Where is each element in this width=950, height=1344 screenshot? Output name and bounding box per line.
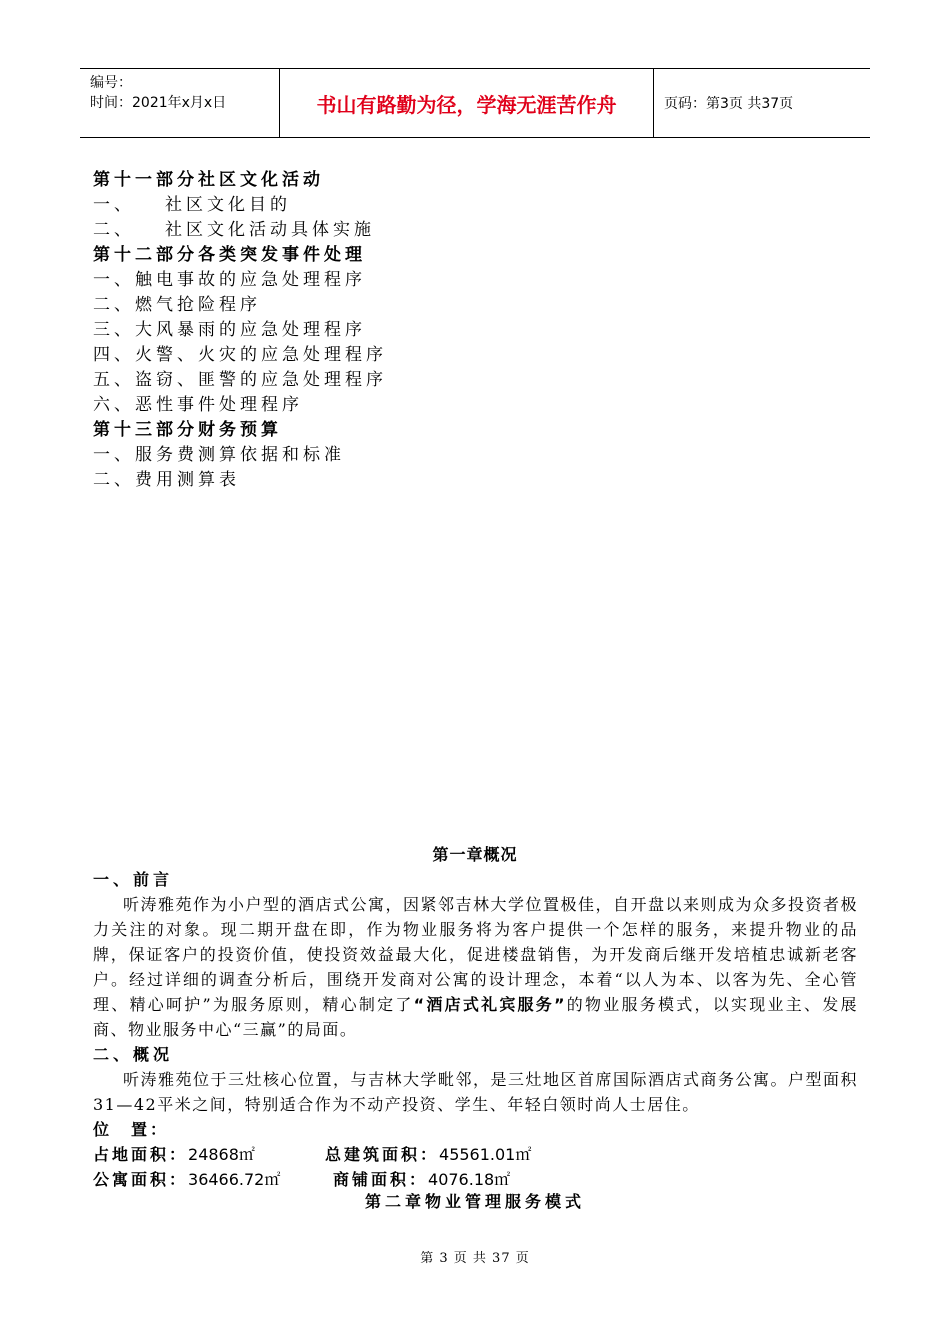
location-label: 位 置： bbox=[93, 1120, 170, 1139]
area-table bbox=[93, 1117, 858, 1192]
number-label: 编号： bbox=[90, 75, 132, 91]
toc-item: 四、火警、火灾的应急处理程序 bbox=[93, 345, 387, 365]
service-mode-highlight: “酒店式礼宾服务” bbox=[413, 995, 567, 1014]
time-label: 时间：2021年x月x日 bbox=[90, 95, 227, 111]
document-header bbox=[80, 68, 870, 138]
apartment-area-value: 36466.72㎡ bbox=[188, 1170, 281, 1189]
toc-item: 一、服务费测算依据和标准 bbox=[93, 445, 345, 465]
toc-item: 五、盗窃、匪警的应急处理程序 bbox=[93, 370, 387, 390]
chapter-2-title: 第二章物业管理服务模式 bbox=[364, 1192, 585, 1211]
toc-item: 二、费用测算表 bbox=[93, 470, 240, 490]
section-foreword-title: 一、前言 bbox=[93, 870, 174, 889]
table-of-contents bbox=[93, 168, 593, 493]
shop-area-value: 4076.18㎡ bbox=[428, 1170, 511, 1189]
header-meta bbox=[80, 69, 280, 137]
land-area-value: 24868㎡ bbox=[188, 1145, 255, 1164]
toc-item: 一、 社区文化目的 bbox=[93, 195, 291, 215]
toc-part-13: 第十三部分财务预算 bbox=[93, 420, 282, 440]
area-row: 占地面积：24868㎡ 总建筑面积：45561.01㎡ bbox=[93, 1145, 532, 1164]
overview-paragraph: 听涛雅苑位于三灶核心位置，与吉林大学毗邻，是三灶地区首席国际酒店式商务公寓。户型面积31—42平米之间，特别适合作为不动产投资、学生、年轻白领时尚人士居住。 bbox=[93, 1070, 859, 1114]
section-overview-title: 二、概况 bbox=[93, 1045, 174, 1064]
chapter-1-body bbox=[93, 867, 858, 1192]
page-footer: 第 3 页 共 37 页 bbox=[420, 1251, 530, 1266]
foreword-paragraph: 听涛雅苑作为小户型的酒店式公寓，因紧邻吉林大学位置极佳，自开盘以来则成为众多投资者极力关注的对象。现二期开盘在即，作为物业服务将为客户提供一个怎样的服务，来提升物业的品牌，保证客户的投资价值，使投资效益最大化，促进楼盘销售，为开发商后继开发培植忠诚新老客户。经过详细的调查分析后，围绕开发商对公寓的设计理念，本着“以人为本、以客为先、全心管理、精心呵护”为服务原则，精心制定了“酒店式礼宾服务”的物业服务模式，以实现业主、发展商、物业服务中心“三赢”的局面。 bbox=[93, 895, 859, 1039]
area-row: 公寓面积：36466.72㎡ 商铺面积：4076.18㎡ bbox=[93, 1170, 511, 1189]
toc-item: 三、大风暴雨的应急处理程序 bbox=[93, 320, 366, 340]
header-page-info: 页码：第3页 共37页 bbox=[664, 96, 794, 112]
chapter-1-title: 第一章概况 bbox=[432, 845, 518, 864]
toc-part-12: 第十二部分各类突发事件处理 bbox=[93, 245, 366, 265]
header-motto: 书山有路勤为径，学海无涯苦作舟 bbox=[280, 69, 654, 137]
toc-item: 二、 社区文化活动具体实施 bbox=[93, 220, 375, 240]
building-area-value: 45561.01㎡ bbox=[439, 1145, 532, 1164]
toc-part-11: 第十一部分社区文化活动 bbox=[93, 170, 324, 190]
toc-item: 六、恶性事件处理程序 bbox=[93, 395, 303, 415]
toc-item: 一、触电事故的应急处理程序 bbox=[93, 270, 366, 290]
toc-item: 二、燃气抢险程序 bbox=[93, 295, 261, 315]
